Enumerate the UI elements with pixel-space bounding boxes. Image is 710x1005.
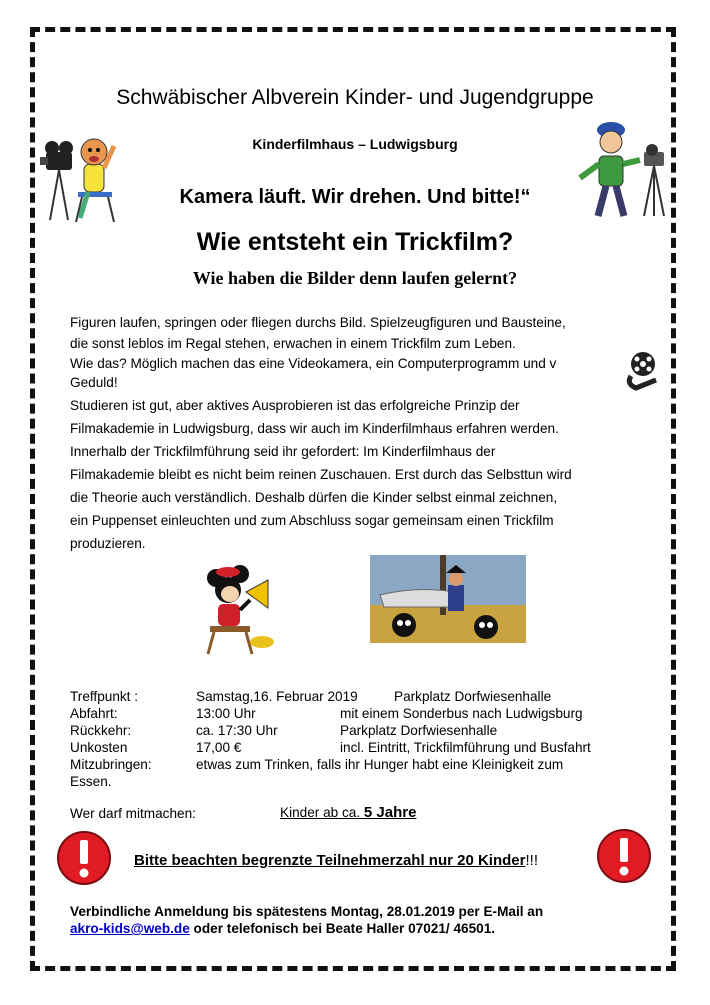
subheadline-question: Wie haben die Bilder denn laufen gelernt? [192, 268, 518, 288]
notice-suffix: !!! [525, 852, 538, 869]
participants-prefix: Kinder ab ca. [280, 805, 364, 820]
body-line: Studieren ist gut, aber aktives Ausprobieren ist das erfolgreiche Prinzip der [70, 398, 520, 413]
warning-exclamation-icon [596, 828, 652, 884]
detail-label: Abfahrt: [70, 706, 118, 721]
film-reel-icon [626, 350, 660, 390]
notice-text: Bitte beachten begrenzte Teilnehmerzahl nur 20 Kinder [134, 852, 526, 869]
warning-exclamation-icon [56, 830, 112, 886]
email-link[interactable]: akro-kids@web.de [70, 921, 190, 936]
detail-value: ca. 17:30 Uhr [196, 723, 278, 738]
body-line: Geduld! [70, 375, 118, 390]
body-line: ein Puppenset einleuchten und zum Abschluss sogar gemeinsam einen Trickfilm [70, 513, 554, 528]
description-paragraph [70, 311, 640, 555]
body-line: Figuren laufen, springen oder fliegen durchs Bild. Spielzeugfiguren und Bausteine, [70, 315, 566, 330]
registration-line-1: Verbindliche Anmeldung bis spätestens Montag, 28.01.2019 per E-Mail an [70, 904, 544, 919]
detail-value: 13:00 Uhr [196, 706, 256, 721]
detail-label: Rückkehr: [70, 723, 132, 738]
participants-label: Wer darf mitmachen: [70, 806, 196, 821]
participants-value [280, 804, 416, 821]
detail-label: Treffpunkt : [70, 689, 139, 704]
body-line: Wie das? Möglich machen das eine Videokamera, ein Computerprogramm und v [70, 356, 557, 371]
pirate-animation-still-image [370, 555, 526, 643]
body-line: die Theorie auch verständlich. Deshalb dürfen die Kinder selbst einmal zeichnen, [70, 490, 558, 505]
venue-subtitle: Kinderfilmhaus – Ludwigsburg [252, 136, 458, 152]
detail-note: incl. Eintritt, Trickfilmführung und Busfahrt [340, 740, 591, 755]
detail-value: Samstag,16. Februar 2019 [196, 689, 358, 704]
body-line: produzieren. [70, 536, 146, 551]
detail-value: 17,00 € [196, 740, 242, 755]
registration-phone-text: oder telefonisch bei Beate Haller 07021/ 46501. [189, 921, 496, 936]
detail-value-cont: Essen. [70, 774, 112, 789]
mickey-megaphone-clipart-icon [206, 564, 286, 656]
headline: Wie entsteht ein Trickfilm? [196, 228, 514, 256]
organization-title: Schwäbischer Albverein Kinder- und Jugendgruppe [116, 86, 594, 109]
body-line: die sonst leblos im Regal stehen, erwachen in einem Trickfilm zum Leben. [70, 336, 516, 351]
registration-line-2 [70, 921, 495, 936]
detail-note: mit einem Sonderbus nach Ludwigsburg [340, 706, 583, 721]
slogan: Kamera läuft. Wir drehen. Und bitte!“ [179, 186, 531, 208]
participant-limit-notice [134, 852, 538, 869]
participants-age: 5 Jahre [363, 804, 417, 821]
detail-place: Parkplatz Dorfwiesenhalle [340, 723, 498, 738]
detail-value: etwas zum Trinken, falls ihr Hunger habt eine Kleinigkeit zum [196, 757, 564, 772]
body-line: Innerhalb der Trickfilmführung seid ihr gefordert: Im Kinderfilmhaus der [70, 444, 496, 459]
detail-place: Parkplatz Dorfwiesenhalle [394, 689, 552, 704]
detail-label: Unkosten [70, 740, 128, 755]
body-line: Filmakademie in Ludwigsburg, dass wir auch im Kinderfilmhaus erfahren werden. [70, 421, 559, 436]
director-camera-clipart-icon [566, 120, 672, 220]
camera-operator-clipart-icon [40, 122, 120, 226]
body-line: Filmakademie bleibt es nicht beim reinen Zuschauen. Erst durch das Selbsttun wird [70, 467, 572, 482]
detail-label: Mitzubringen: [70, 757, 152, 772]
